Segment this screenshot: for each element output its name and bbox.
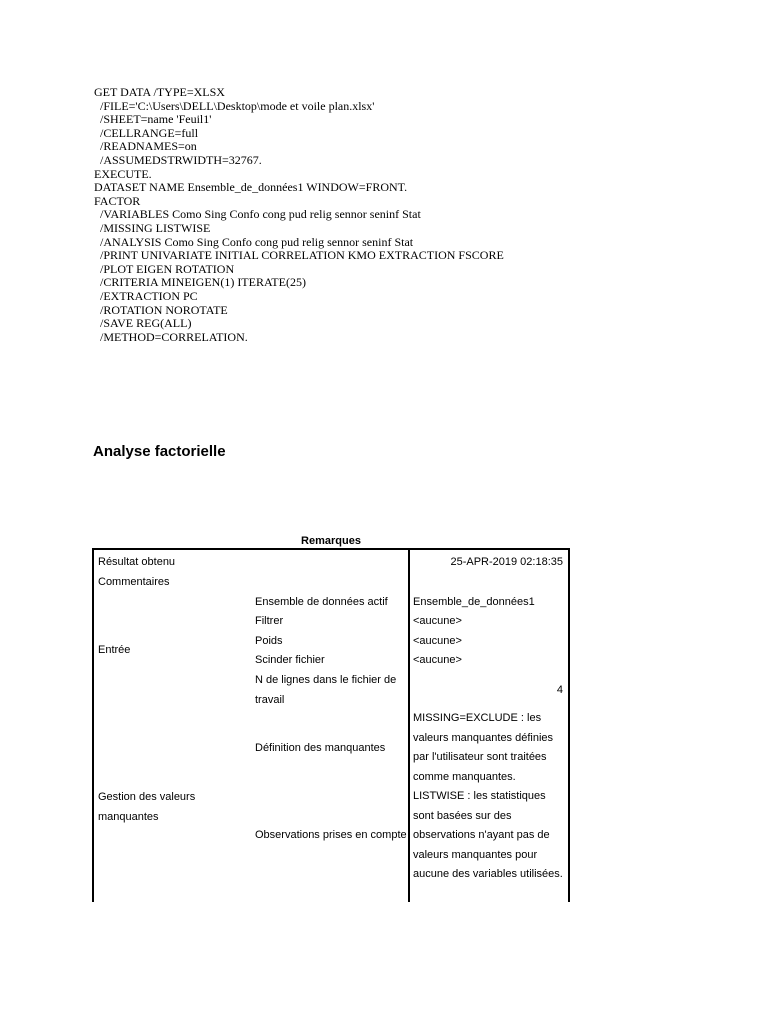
syntax-line: /ROTATION NOROTATE <box>94 302 228 317</box>
filter-label: Filtrer <box>255 615 284 627</box>
table-border-top <box>92 548 570 550</box>
syntax-line: /VARIABLES Como Sing Confo cong pud relig sennor seninf Stat <box>94 207 421 222</box>
table-title: Remarques <box>301 535 361 547</box>
syntax-line: /READNAMES=on <box>94 139 197 154</box>
syntax-line: /PRINT UNIVARIATE INITIAL CORRELATION KMO EXTRACTION FSCORE <box>94 248 504 263</box>
syntax-line: /PLOT EIGEN ROTATION <box>94 261 235 276</box>
table-border-right <box>568 548 570 902</box>
cases-used-label: Observations prises en compte <box>255 829 407 841</box>
notes-table <box>92 548 570 902</box>
syntax-line: /EXTRACTION PC <box>94 288 198 303</box>
weight-label: Poids <box>255 635 283 647</box>
syntax-line: FACTOR <box>94 193 141 208</box>
comments-label: Commentaires <box>98 576 170 588</box>
row-count-value: 4 <box>556 684 563 696</box>
active-dataset-value: Ensemble_de_données1 <box>413 596 535 608</box>
syntax-line: /MISSING LISTWISE <box>94 220 211 235</box>
missing-definition-label: Définition des manquantes <box>255 742 386 754</box>
syntax-line: EXECUTE. <box>94 166 152 181</box>
syntax-line: DATASET NAME Ensemble_de_données1 WINDOW=FRONT. <box>94 180 408 195</box>
table-border-left <box>92 548 94 902</box>
cases-used-value: LISTWISE : les statistiques sont basées sur des observations n'ayant pas de valeurs manquantes pour aucune des variables utilisées. <box>413 790 563 880</box>
syntax-line: /CRITERIA MINEIGEN(1) ITERATE(25) <box>94 275 306 290</box>
split-file-label: Scinder fichier <box>255 654 325 666</box>
syntax-line: /ANALYSIS Como Sing Confo cong pud relig sennor seninf Stat <box>94 234 414 249</box>
result-value: 25-APR-2019 02:18:35 <box>450 556 563 568</box>
syntax-log <box>94 86 754 344</box>
result-label: Résultat obtenu <box>98 556 176 568</box>
syntax-line: /ASSUMEDSTRWIDTH=32767. <box>94 152 262 167</box>
filter-value: <aucune> <box>413 615 462 627</box>
syntax-line: /SHEET=name 'Feuil1' <box>94 112 212 127</box>
syntax-line: /METHOD=CORRELATION. <box>94 329 248 344</box>
weight-value: <aucune> <box>413 635 462 647</box>
row-count-label: N de lignes dans le fichier de travail <box>255 674 397 706</box>
missing-definition-value: MISSING=EXCLUDE : les valeurs manquantes définies par l'utilisateur sont traitées comme manquantes. <box>413 712 554 783</box>
syntax-line: /SAVE REG(ALL) <box>94 316 192 331</box>
active-dataset-label: Ensemble de données actif <box>255 596 388 608</box>
table-border-divider <box>408 548 410 902</box>
split-file-value: <aucune> <box>413 654 462 666</box>
input-group-label: Entrée <box>98 644 131 656</box>
syntax-line: /FILE='C:\Users\DELL\Desktop\mode et voile plan.xlsx' <box>94 98 375 113</box>
syntax-line: GET DATA /TYPE=XLSX <box>94 85 225 99</box>
missing-group-label: Gestion des valeurs manquantes <box>98 791 196 823</box>
syntax-line: /CELLRANGE=full <box>94 125 199 140</box>
section-title: Analyse factorielle <box>93 443 226 460</box>
